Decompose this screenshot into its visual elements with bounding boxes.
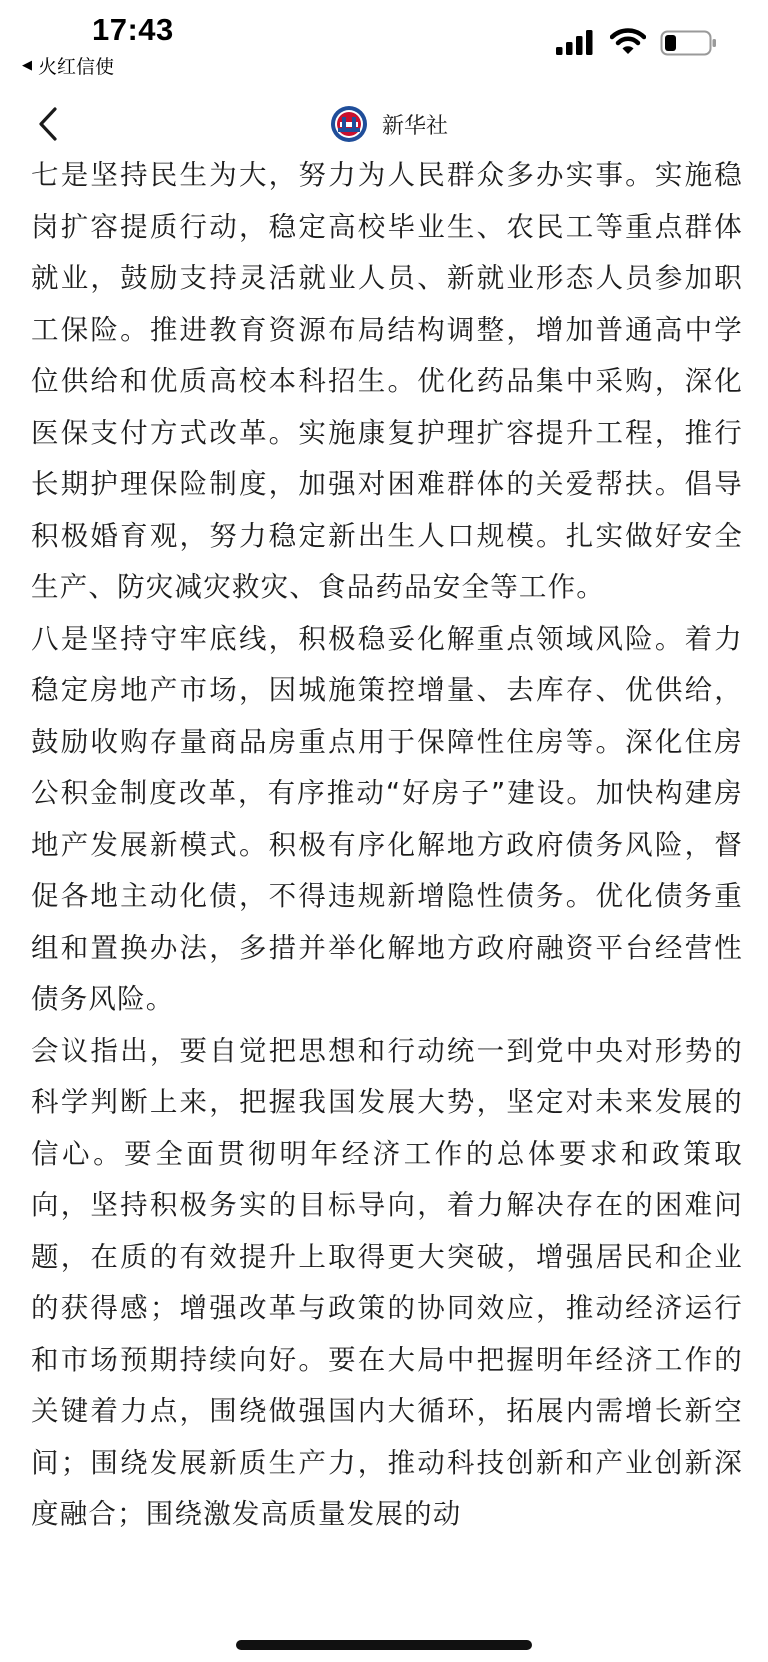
wifi-icon xyxy=(610,26,646,56)
article-paragraph: 七是坚持民生为大，努力为人民群众多办实事。实施稳岗扩容提质行动，稳定高校毕业生、农民工等重点群体就业，鼓励支持灵活就业人员、新就业形态人员参加职工保险。推进教育资源布局结构调整，增加普通高中学位供给和优质高校本科招生。优化药品集中采购，深化医保支付方式改革。实施康复护理扩容提升工程，推行长期护理保险制度，加强对困难群体的关爱帮扶。倡导积极婚育观，努力稳定新出生人口规模。扎实做好安全生产、防灾减灾救灾、食品药品安全等工作。 xyxy=(31,159,743,603)
back-app-label: 火红信使 xyxy=(38,56,115,78)
back-triangle-icon: ◀ xyxy=(22,58,32,73)
chevron-left-icon xyxy=(37,107,59,141)
home-indicator[interactable] xyxy=(236,1640,532,1650)
article-paragraph: 八是坚持守牢底线，积极稳妥化解重点领域风险。着力稳定房地产市场，因城施策控增量、去库存、优供给，鼓励收购存量商品房重点用于保障性住房等。深化住房公积金制度改革，有序推动“好房子”建设。加快构建房地产发展新模式。积极有序化解地方政府债务风险，督促各地主动化债，不得违规新增隐性债务。优化债务重组和置换办法，多措并举化解地方政府融资平台经营性债务风险。 xyxy=(31,622,743,1015)
battery-icon xyxy=(660,30,718,56)
article-body xyxy=(31,150,743,1541)
status-bar xyxy=(0,0,768,88)
status-time: 17:43 xyxy=(92,12,174,47)
cellular-signal-icon xyxy=(555,28,595,56)
article-paragraph: 会议指出，要自觉把思想和行动统一到党中央对形势的科学判断上来，把握我国发展大势，坚定对未来发展的信心。要全面贯彻明年经济工作的总体要求和政策取向，坚持积极务实的目标导向，着力解决存在的困难问题，在质的有效提升上取得更大突破，增强居民和企业的获得感；增强改革与政策的协同效应，推动经济运行和市场预期持续向好。要在大局中把握明年经济工作的关键着力点，围绕做强国内大循环，拓展内需增长新空间；围绕发展新质生产力，推动科技创新和产业创新深度融合；围绕激发高质量发展的动 xyxy=(31,1034,743,1530)
xinhua-logo-icon xyxy=(330,105,368,143)
back-button[interactable] xyxy=(26,98,70,150)
page-title: 新华社 xyxy=(382,113,449,139)
nav-title-group xyxy=(330,102,448,146)
navigation-bar xyxy=(0,94,768,156)
back-to-app-link[interactable] xyxy=(22,52,114,79)
